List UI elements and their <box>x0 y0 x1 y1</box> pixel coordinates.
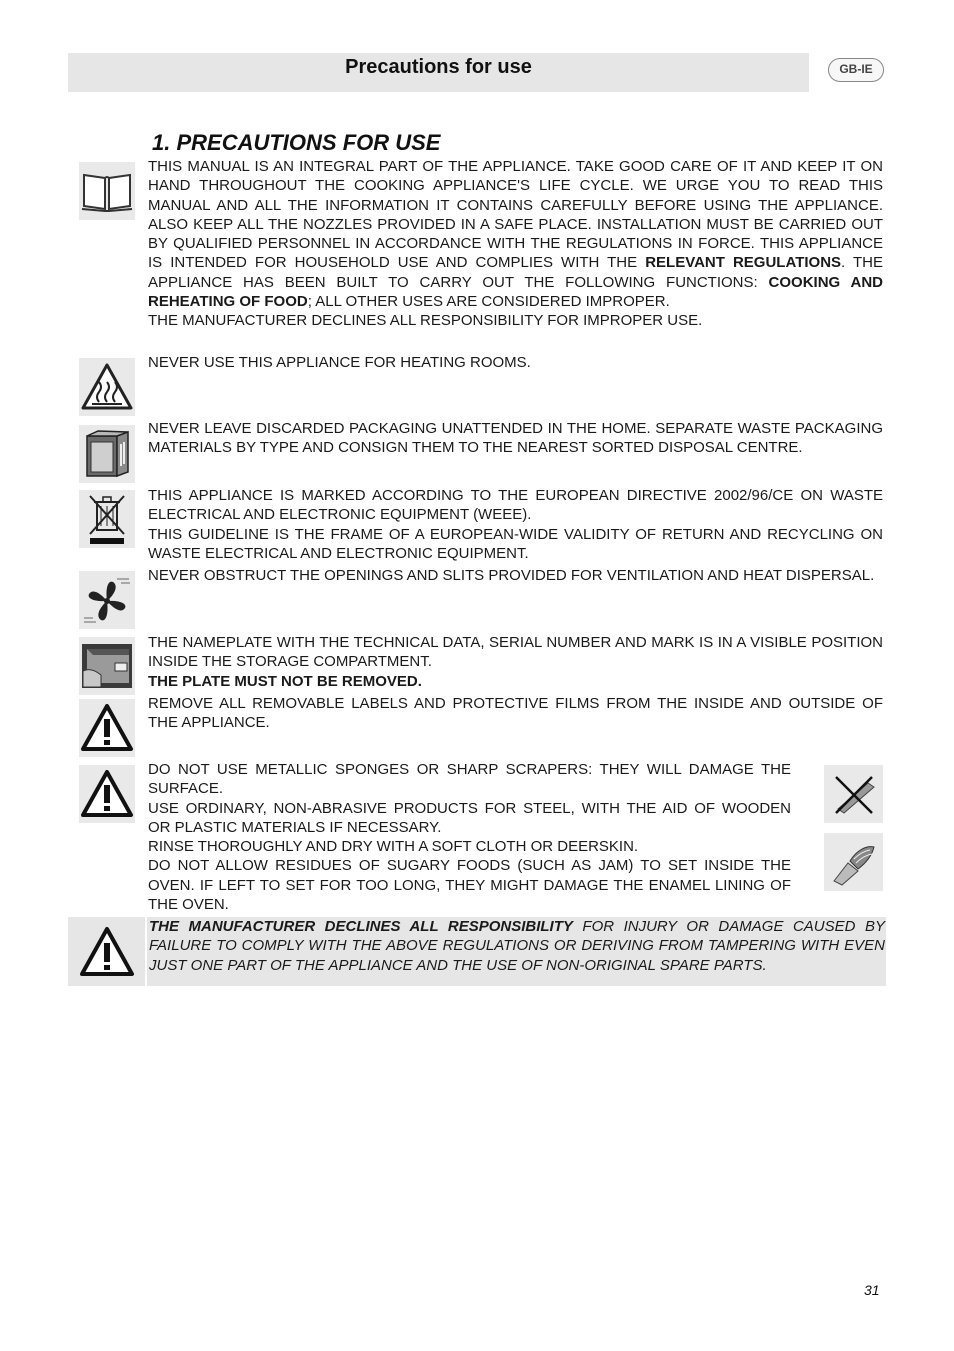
cleaning-text-3: RINSE THOROUGHLY AND DRY WITH A SOFT CLOTH OR DEERSKIN. <box>148 838 639 856</box>
weee-paragraph <box>148 486 883 563</box>
nameplate-text: THE NAMEPLATE WITH THE TECHNICAL DATA, SERIAL NUMBER AND MARK IS IN A VISIBLE POSITION INSIDE THE STORAGE COMPARTMENT. <box>148 634 883 671</box>
warning-triangle-icon <box>79 765 135 823</box>
header-title: Precautions for use <box>345 56 532 78</box>
manual-text-a: THIS MANUAL IS AN INTEGRAL PART OF THE APPLIANCE. TAKE GOOD CARE OF IT AND KEEP IT ON HAND THROUGHOUT THE COOKING APPLIANCE'S LIFE CYCLE. WE URGE YOU TO READ THIS MANUAL AND ALL THE INFORMATION IT CONTAINS CAREFULLY BEFORE USING THE APPLIANCE. ALSO KEEP ALL THE NOZZLES PROVIDED IN A SAFE PLACE. INSTALLATION MUST BE CARRIED OUT BY QUALIFIED PERSONNEL IN ACCORDANCE WITH THE REGULATIONS IN FORCE. THIS APPLIANCE IS INTENDED FOR HOUSEHOLD USE AND COMPLIES WITH THE <box>148 158 883 272</box>
disclaimer-band <box>68 917 886 986</box>
manual-text-f: THE MANUFACTURER DECLINES ALL RESPONSIBILITY FOR IMPROPER USE. <box>148 312 703 330</box>
weee-text-2: THIS GUIDELINE IS THE FRAME OF A EUROPEAN-WIDE VALIDITY OF RETURN AND RECYCLING ON WASTE ELECTRICAL AND ELECTRONIC EQUIPMENT. <box>148 525 883 562</box>
heating-paragraph: NEVER USE THIS APPLIANCE FOR HEATING ROOMS. <box>148 354 531 371</box>
manual-text-e: ; ALL OTHER USES ARE CONSIDERED IMPROPER. <box>307 293 670 311</box>
warning-triangle-icon <box>68 917 146 986</box>
manual-paragraph <box>148 157 883 331</box>
packaging-paragraph: NEVER LEAVE DISCARDED PACKAGING UNATTENDED IN THE HOME. SEPARATE WASTE PACKAGING MATERIALS BY TYPE AND CONSIGN THEM TO THE NEAREST SORTED DISPOSAL CENTRE. <box>148 420 883 457</box>
manual-text-bold-regulations: RELEVANT REGULATIONS <box>645 254 842 272</box>
crossed-bin-icon <box>79 490 135 548</box>
manual-text-bold-functions: COOKING AND REHEATING OF FOOD <box>148 273 884 311</box>
crossed-scraper-icon <box>824 765 883 823</box>
open-book-icon <box>79 162 135 220</box>
band-separator <box>145 917 147 986</box>
manual-text-c: . THE APPLIANCE HAS BEEN BUILT TO CARRY OUT THE FOLLOWING FUNCTIONS: <box>148 254 883 291</box>
page-number: 31 <box>864 1282 880 1298</box>
labels-paragraph: REMOVE ALL REMOVABLE LABELS AND PROTECTIVE FILMS FROM THE INSIDE AND OUTSIDE OF THE APPLIANCE. <box>148 695 883 732</box>
cleaning-text-2: USE ORDINARY, NON-ABRASIVE PRODUCTS FOR STEEL, WITH THE AID OF WOODEN OR PLASTIC MATERIALS IF NECESSARY. <box>148 799 791 836</box>
weee-text-1: THIS APPLIANCE IS MARKED ACCORDING TO THE EUROPEAN DIRECTIVE 2002/96/CE ON WASTE ELECTRICAL AND ELECTRONIC EQUIPMENT (WEEE). <box>148 487 883 524</box>
section-title: 1. PRECAUTIONS FOR USE <box>152 130 441 155</box>
disclaimer-bold-text: THE MANUFACTURER DECLINES ALL RESPONSIBILITY <box>149 918 573 935</box>
cleaning-cloth-icon <box>824 833 883 891</box>
language-badge: GB-IE <box>828 58 884 82</box>
header-bar <box>68 53 809 92</box>
ventilation-paragraph: NEVER OBSTRUCT THE OPENINGS AND SLITS PROVIDED FOR VENTILATION AND HEAT DISPERSAL. <box>148 567 875 584</box>
cleaning-paragraph <box>148 760 791 914</box>
hot-surface-icon <box>79 358 135 416</box>
packaging-box-icon <box>79 425 135 483</box>
nameplate-bold-text: THE PLATE MUST NOT BE REMOVED. <box>148 672 422 690</box>
cleaning-text-4: DO NOT ALLOW RESIDUES OF SUGARY FOODS (SUCH AS JAM) TO SET INSIDE THE OVEN. IF LEFT TO SET FOR TOO LONG, THEY MIGHT DAMAGE THE ENAMEL LINING OF THE OVEN. <box>148 857 791 914</box>
nameplate-paragraph <box>148 633 883 691</box>
cleaning-text-1: DO NOT USE METALLIC SPONGES OR SHARP SCRAPERS: THEY WILL DAMAGE THE SURFACE. <box>148 761 791 798</box>
storage-compartment-icon <box>79 637 135 695</box>
disclaimer-body-text: FOR INJURY OR DAMAGE CAUSED BY FAILURE TO COMPLY WITH THE ABOVE REGULATIONS OR DERIVING FROM TAMPERING WITH EVEN JUST ONE PART OF THE APPLIANCE AND THE USE OF NON-ORIGINAL SPARE PARTS. <box>149 918 885 974</box>
fan-icon <box>79 571 135 629</box>
warning-triangle-icon <box>79 699 135 757</box>
disclaimer-text <box>149 917 885 975</box>
